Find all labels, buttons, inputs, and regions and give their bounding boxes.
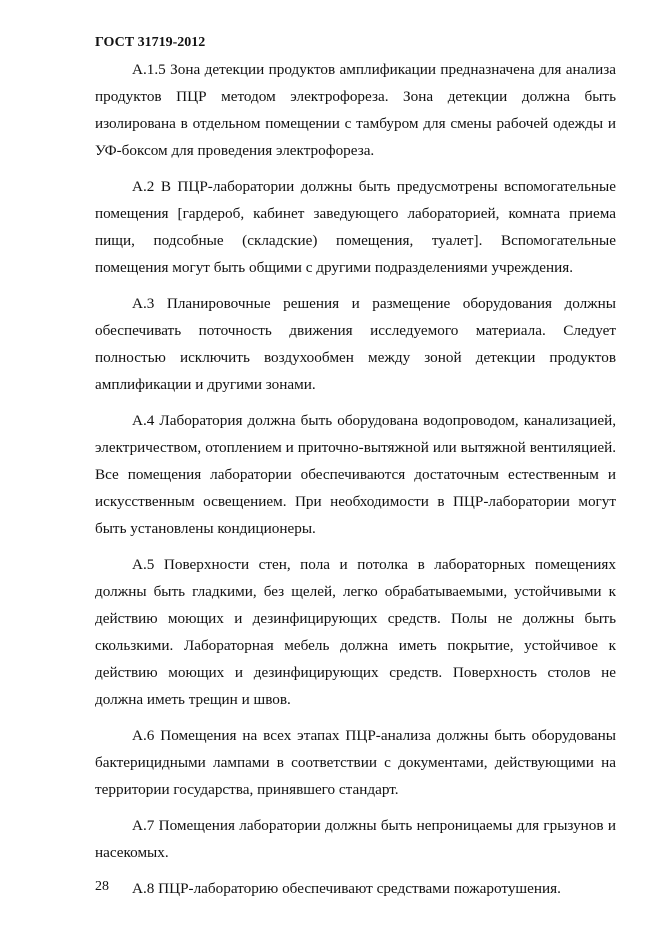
paragraph-a-6: А.6 Помещения на всех этапах ПЦР-анализа должны быть оборудованы бактерицидными лампами в соответствии с документами, действующими на территории государства, принявшего стандарт. — [95, 727, 616, 798]
paragraph-a-5: А.5 Поверхности стен, пола и потолка в лабораторных помещениях должны быть гладкими, без щелей, легко обрабатываемыми, устойчивыми к действию моющих и дезинфицирующих средств. Полы не должны быть скользкими. Лабораторная мебель должна иметь покрытие, устойчивое к действию моющих и дезинфицирующих средств. Поверхность столов не должна иметь трещин и швов. — [95, 556, 616, 708]
paragraph-a-3: А.3 Планировочные решения и размещение оборудования должны обеспечивать поточность движения исследуемого материала. Следует полностью исключить воздухообмен между зоной детекции продуктов амплификации и другими зонами. — [95, 295, 616, 393]
page-number: 28 — [95, 879, 109, 894]
document-body — [95, 56, 616, 902]
standard-header: ГОСТ 31719-2012 — [95, 35, 206, 50]
paragraph-a-4: А.4 Лаборатория должна быть оборудована водопроводом, канализацией, электричеством, отоплением и приточно-вытяжной или вытяжной вентиляцией. Все помещения лаборатории обеспечиваются достаточным естественным и искусственным освещением. При необходимости в ПЦР-лаборатории могут быть установлены кондиционеры. — [95, 412, 616, 537]
paragraph-a-8: А.8 ПЦР-лабораторию обеспечивают средствами пожаротушения. — [132, 880, 561, 897]
paragraph-a-2: А.2 В ПЦР-лаборатории должны быть предусмотрены вспомогательные помещения [гардероб, кабинет заведующего лабораторией, комната приема пищи, подсобные (складские) помещения, туалет]. Вспомогательные помещения могут быть общими с другими подразделениями учреждения. — [95, 178, 616, 276]
paragraph-a-1-5: А.1.5 Зона детекции продуктов амплификации предназначена для анализа продуктов ПЦР методом электрофореза. Зона детекции должна быть изолирована в отдельном помещении с тамбуром для смены рабочей одежды и УФ-боксом для проведения электрофореза. — [95, 61, 616, 159]
paragraph-a-7: А.7 Помещения лаборатории должны быть непроницаемы для грызунов и насекомых. — [95, 817, 616, 861]
